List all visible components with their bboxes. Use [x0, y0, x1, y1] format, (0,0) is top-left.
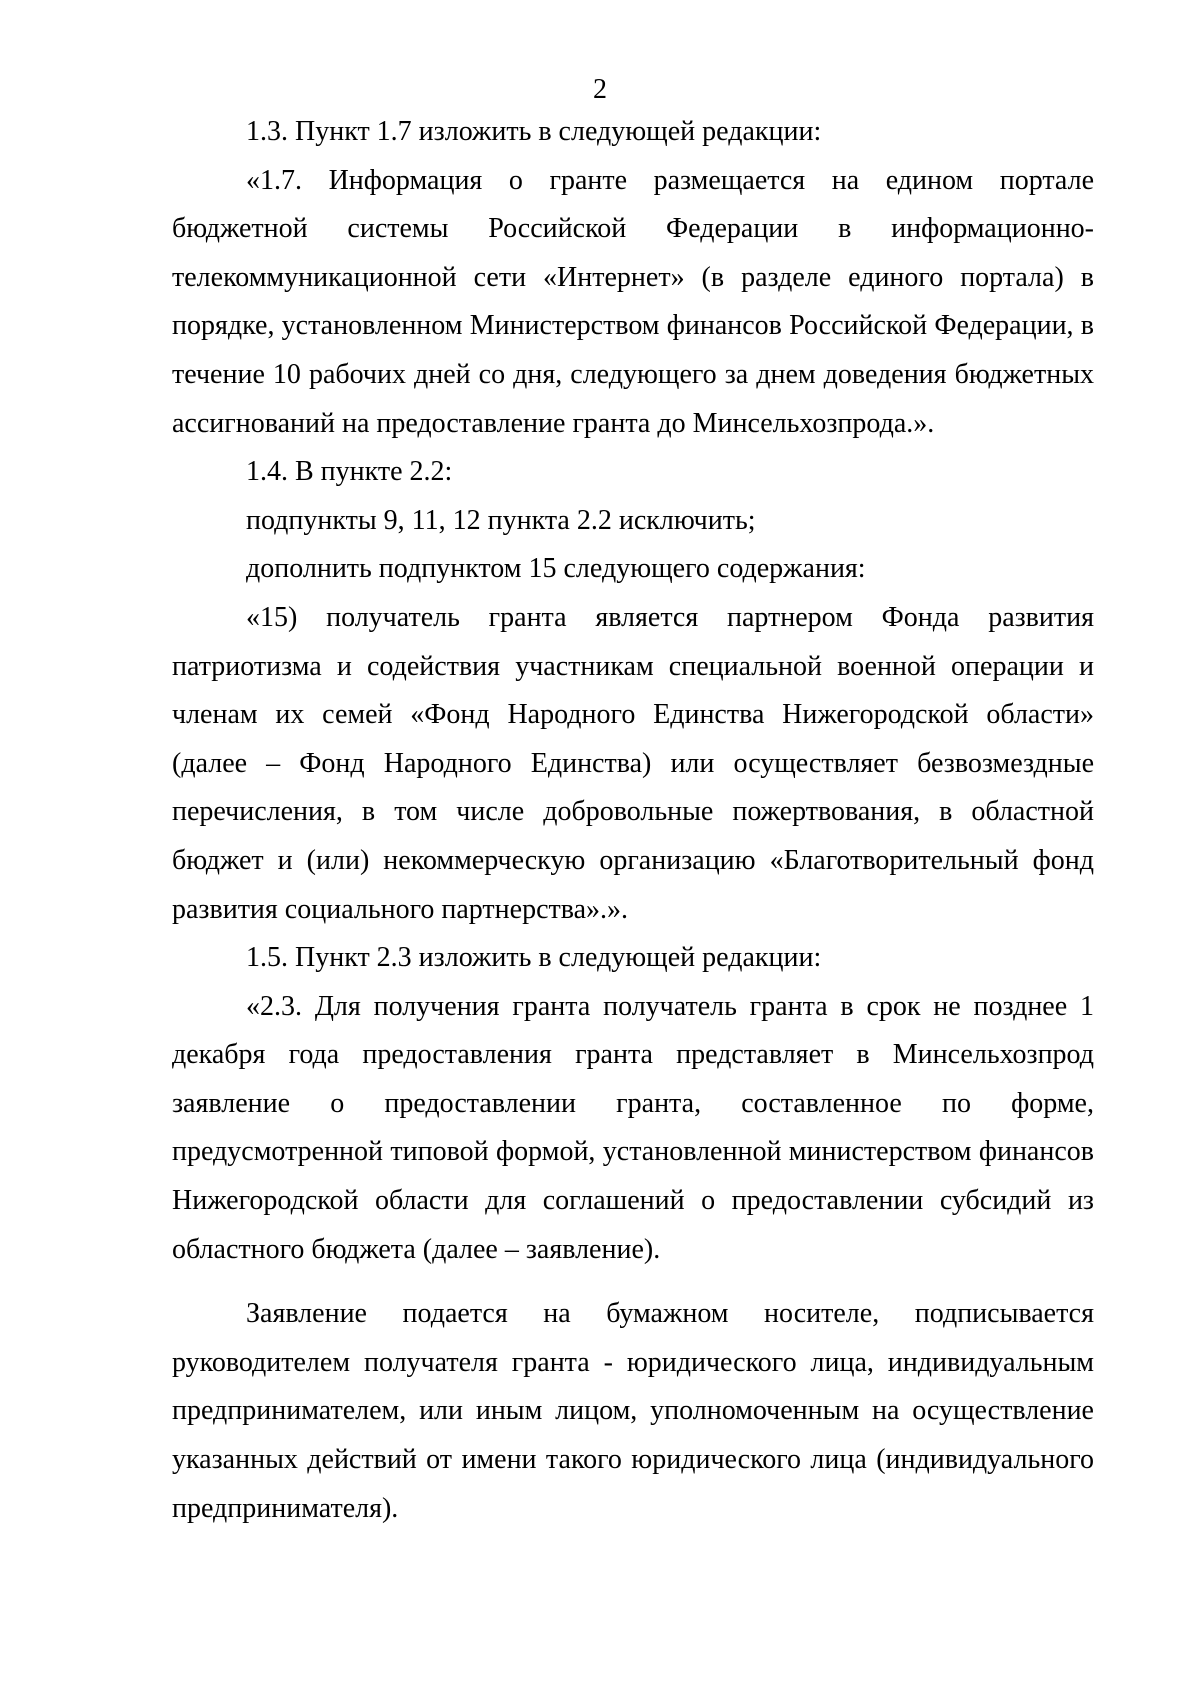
paragraph-subitem-15-text: «15) получатель гранта является партнером Фонда развития патриотизма и содействия участникам специальной военной операции и членам их семей «Фонд Народного Единства Нижегородской области» (далее – Фонд Народного Единства) или осуществляет безвозмездные перечисления, в том числе добровольные пожертвования, в областной бюджет и (или) некоммерческую организацию «Благотворительный фонд развития социального партнерства».».	[172, 601, 1094, 925]
paragraph-application-submission: Заявление подается на бумажном носителе, подписывается руководителем получателя гранта - юридического лица, индивидуальным предпринимателем, или иным лицом, уполномоченным на осуществление указанных действий от имени такого юридического лица (индивидуального предпринимателя).	[172, 1298, 1094, 1524]
paragraph-2-3-text: «2.3. Для получения гранта получатель гранта в срок не позднее 1 декабря года предоставления гранта представляет в Минсельхозпрод заявление о предоставлении гранта, составленное по форме, предусмотренной типовой формой, установленной министерством финансов Нижегородской области для соглашений о предоставлении субсидий из областного бюджета (далее – заявление).	[172, 990, 1094, 1265]
paragraph-subitems-excluded: подпункты 9, 11, 12 пункта 2.2 исключить;	[246, 504, 756, 536]
paragraph-1-7-text: «1.7. Информация о гранте размещается на едином портале бюджетной системы Российской Федерации в информационно-телекоммуникационной сети «Интернет» (в разделе единого портала) в порядке, установленном Министерством финансов Российской Федерации, в течение 10 рабочих дней со дня, следующего за днем доведения бюджетных ассигнований на предоставление гранта до Минсельхозпрода.».	[172, 164, 1094, 439]
paragraph-1-3: 1.3. Пункт 1.7 изложить в следующей редакции:	[246, 116, 822, 147]
document-body	[172, 108, 1094, 1533]
paragraph-1-4: 1.4. В пункте 2.2:	[246, 456, 453, 488]
paragraph-1-5: 1.5. Пункт 2.3 изложить в следующей редакции:	[246, 942, 822, 974]
page-number: 2	[593, 74, 607, 105]
paragraph-add-subitem-15: дополнить подпунктом 15 следующего содержания:	[246, 553, 866, 585]
